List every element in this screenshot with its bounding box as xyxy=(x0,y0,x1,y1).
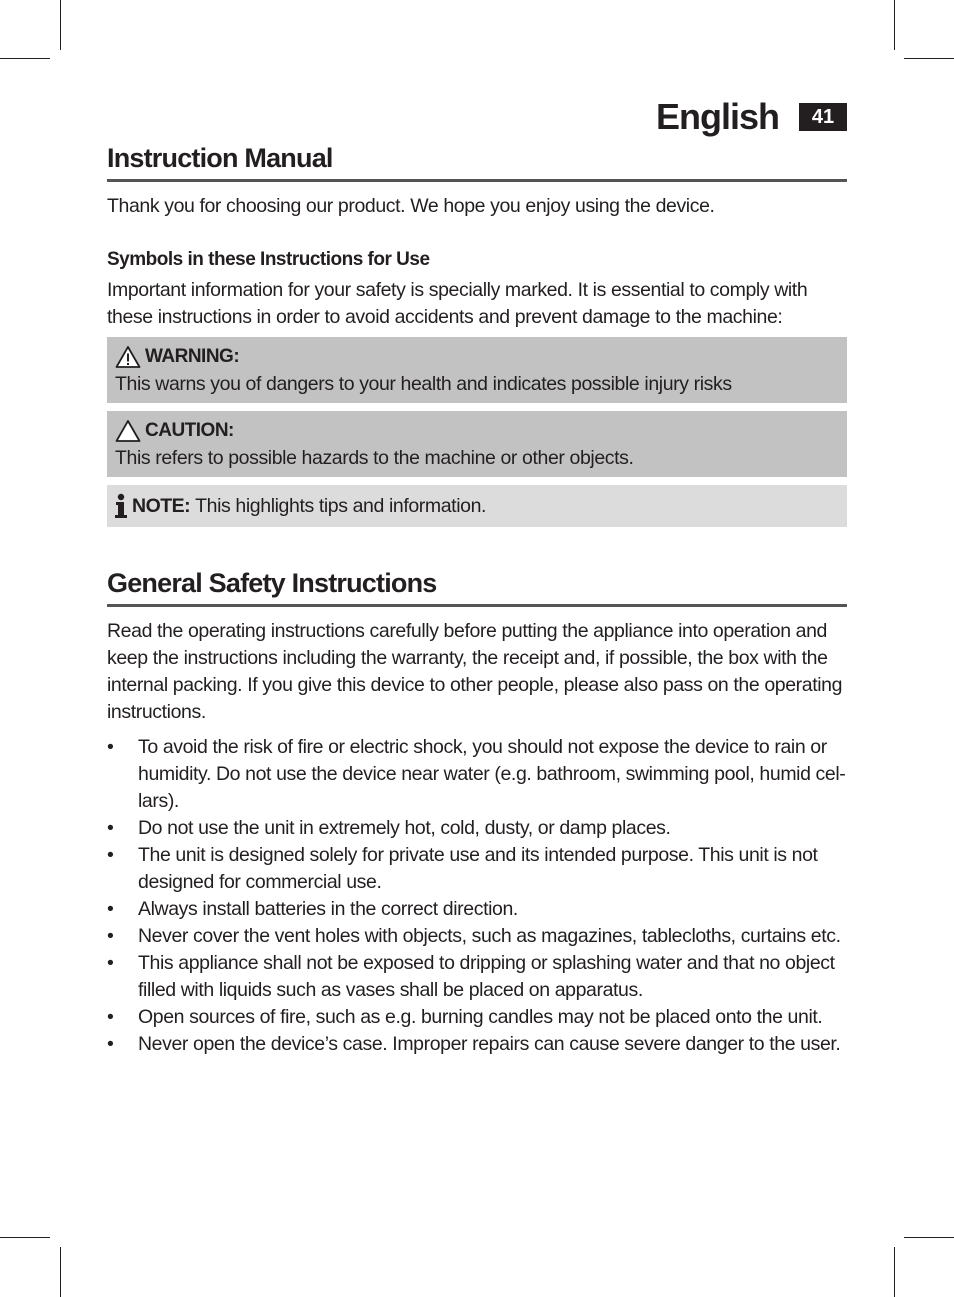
caution-text: This refers to possible hazards to the machine or other objects. xyxy=(115,447,634,469)
crop-mark xyxy=(60,0,61,50)
warning-box xyxy=(107,337,847,403)
language-header xyxy=(656,96,847,138)
list-item: • Always install batteries in the correct direction. xyxy=(107,896,847,923)
list-item: • The unit is designed solely for private use and its intended purpose. This unit is not designed for commercial use. xyxy=(107,844,818,893)
list-item: • Do not use the unit in extremely hot, cold, dusty, or damp places. xyxy=(107,815,847,842)
safety-list xyxy=(107,734,847,1058)
bullet-icon: • xyxy=(107,1033,114,1055)
crop-mark xyxy=(0,58,50,59)
crop-mark xyxy=(904,1237,954,1238)
crop-mark xyxy=(60,1247,61,1297)
warning-header xyxy=(115,343,839,370)
note-line xyxy=(113,492,839,520)
caution-box xyxy=(107,411,847,477)
bullet-icon: • xyxy=(107,1006,114,1028)
crop-mark xyxy=(0,1237,50,1238)
warning-label: WARNING: xyxy=(145,346,240,367)
symbols-heading: Symbols in these Instructions for Use xyxy=(107,249,430,270)
section-title: General Safety Instructions xyxy=(107,568,847,607)
list-item: • To avoid the risk of fire or electric shock, you should not expose the device to rain or humidity. Do not use the device near water (e.g. bathroom, swimming pool, humid cel-lars). xyxy=(107,736,846,812)
intro-text: Thank you for choosing our product. We hope you enjoy using the device. xyxy=(107,195,715,217)
crop-mark xyxy=(894,0,895,50)
crop-mark xyxy=(894,1247,895,1297)
bullet-icon: • xyxy=(107,736,114,758)
note-label: NOTE: xyxy=(132,495,191,517)
list-item: • Never open the device’s case. Improper repairs can cause severe danger to the user. xyxy=(107,1031,847,1058)
crop-mark xyxy=(904,58,954,59)
language-title: English xyxy=(655,96,779,137)
note-text: This highlights tips and information. xyxy=(195,495,487,517)
warning-triangle-icon xyxy=(115,345,141,369)
page-number: 41 xyxy=(799,103,847,131)
section-title: Instruction Manual xyxy=(107,143,847,182)
bullet-icon: • xyxy=(107,925,114,947)
list-item: • This appliance shall not be exposed to dripping or splashing water and that no object filled with liquids such as vases shall be placed on apparatus. xyxy=(107,952,835,1001)
caution-label: CAUTION: xyxy=(145,420,234,441)
warning-triangle-icon xyxy=(115,419,141,443)
info-icon xyxy=(113,493,129,519)
list-item: • Never cover the vent holes with objects, such as magazines, tablecloths, curtains etc. xyxy=(107,923,847,950)
general-safety-section xyxy=(107,568,847,1058)
caution-header xyxy=(115,417,839,444)
list-item: • Open sources of fire, such as e.g. burning candles may not be placed onto the unit. xyxy=(107,1004,847,1031)
warning-text: This warns you of dangers to your health and indicates possible injury risks xyxy=(115,373,732,395)
symbols-text: Important information for your safety is specially marked. It is essential to comply with these instructions in order to avoid accidents and prevent damage to the machine: xyxy=(107,279,808,328)
note-box xyxy=(107,485,847,527)
bullet-icon: • xyxy=(107,952,114,974)
safety-intro: Read the operating instructions carefully before putting the appliance into operation and keep the instructions including the warranty, the receipt and, if possible, the box with the internal packing. If you give this device to other people, please also pass on the operating instructions. xyxy=(107,620,843,723)
bullet-icon: • xyxy=(107,844,114,866)
instruction-manual-section xyxy=(107,143,847,527)
bullet-icon: • xyxy=(107,898,114,920)
bullet-icon: • xyxy=(107,817,114,839)
